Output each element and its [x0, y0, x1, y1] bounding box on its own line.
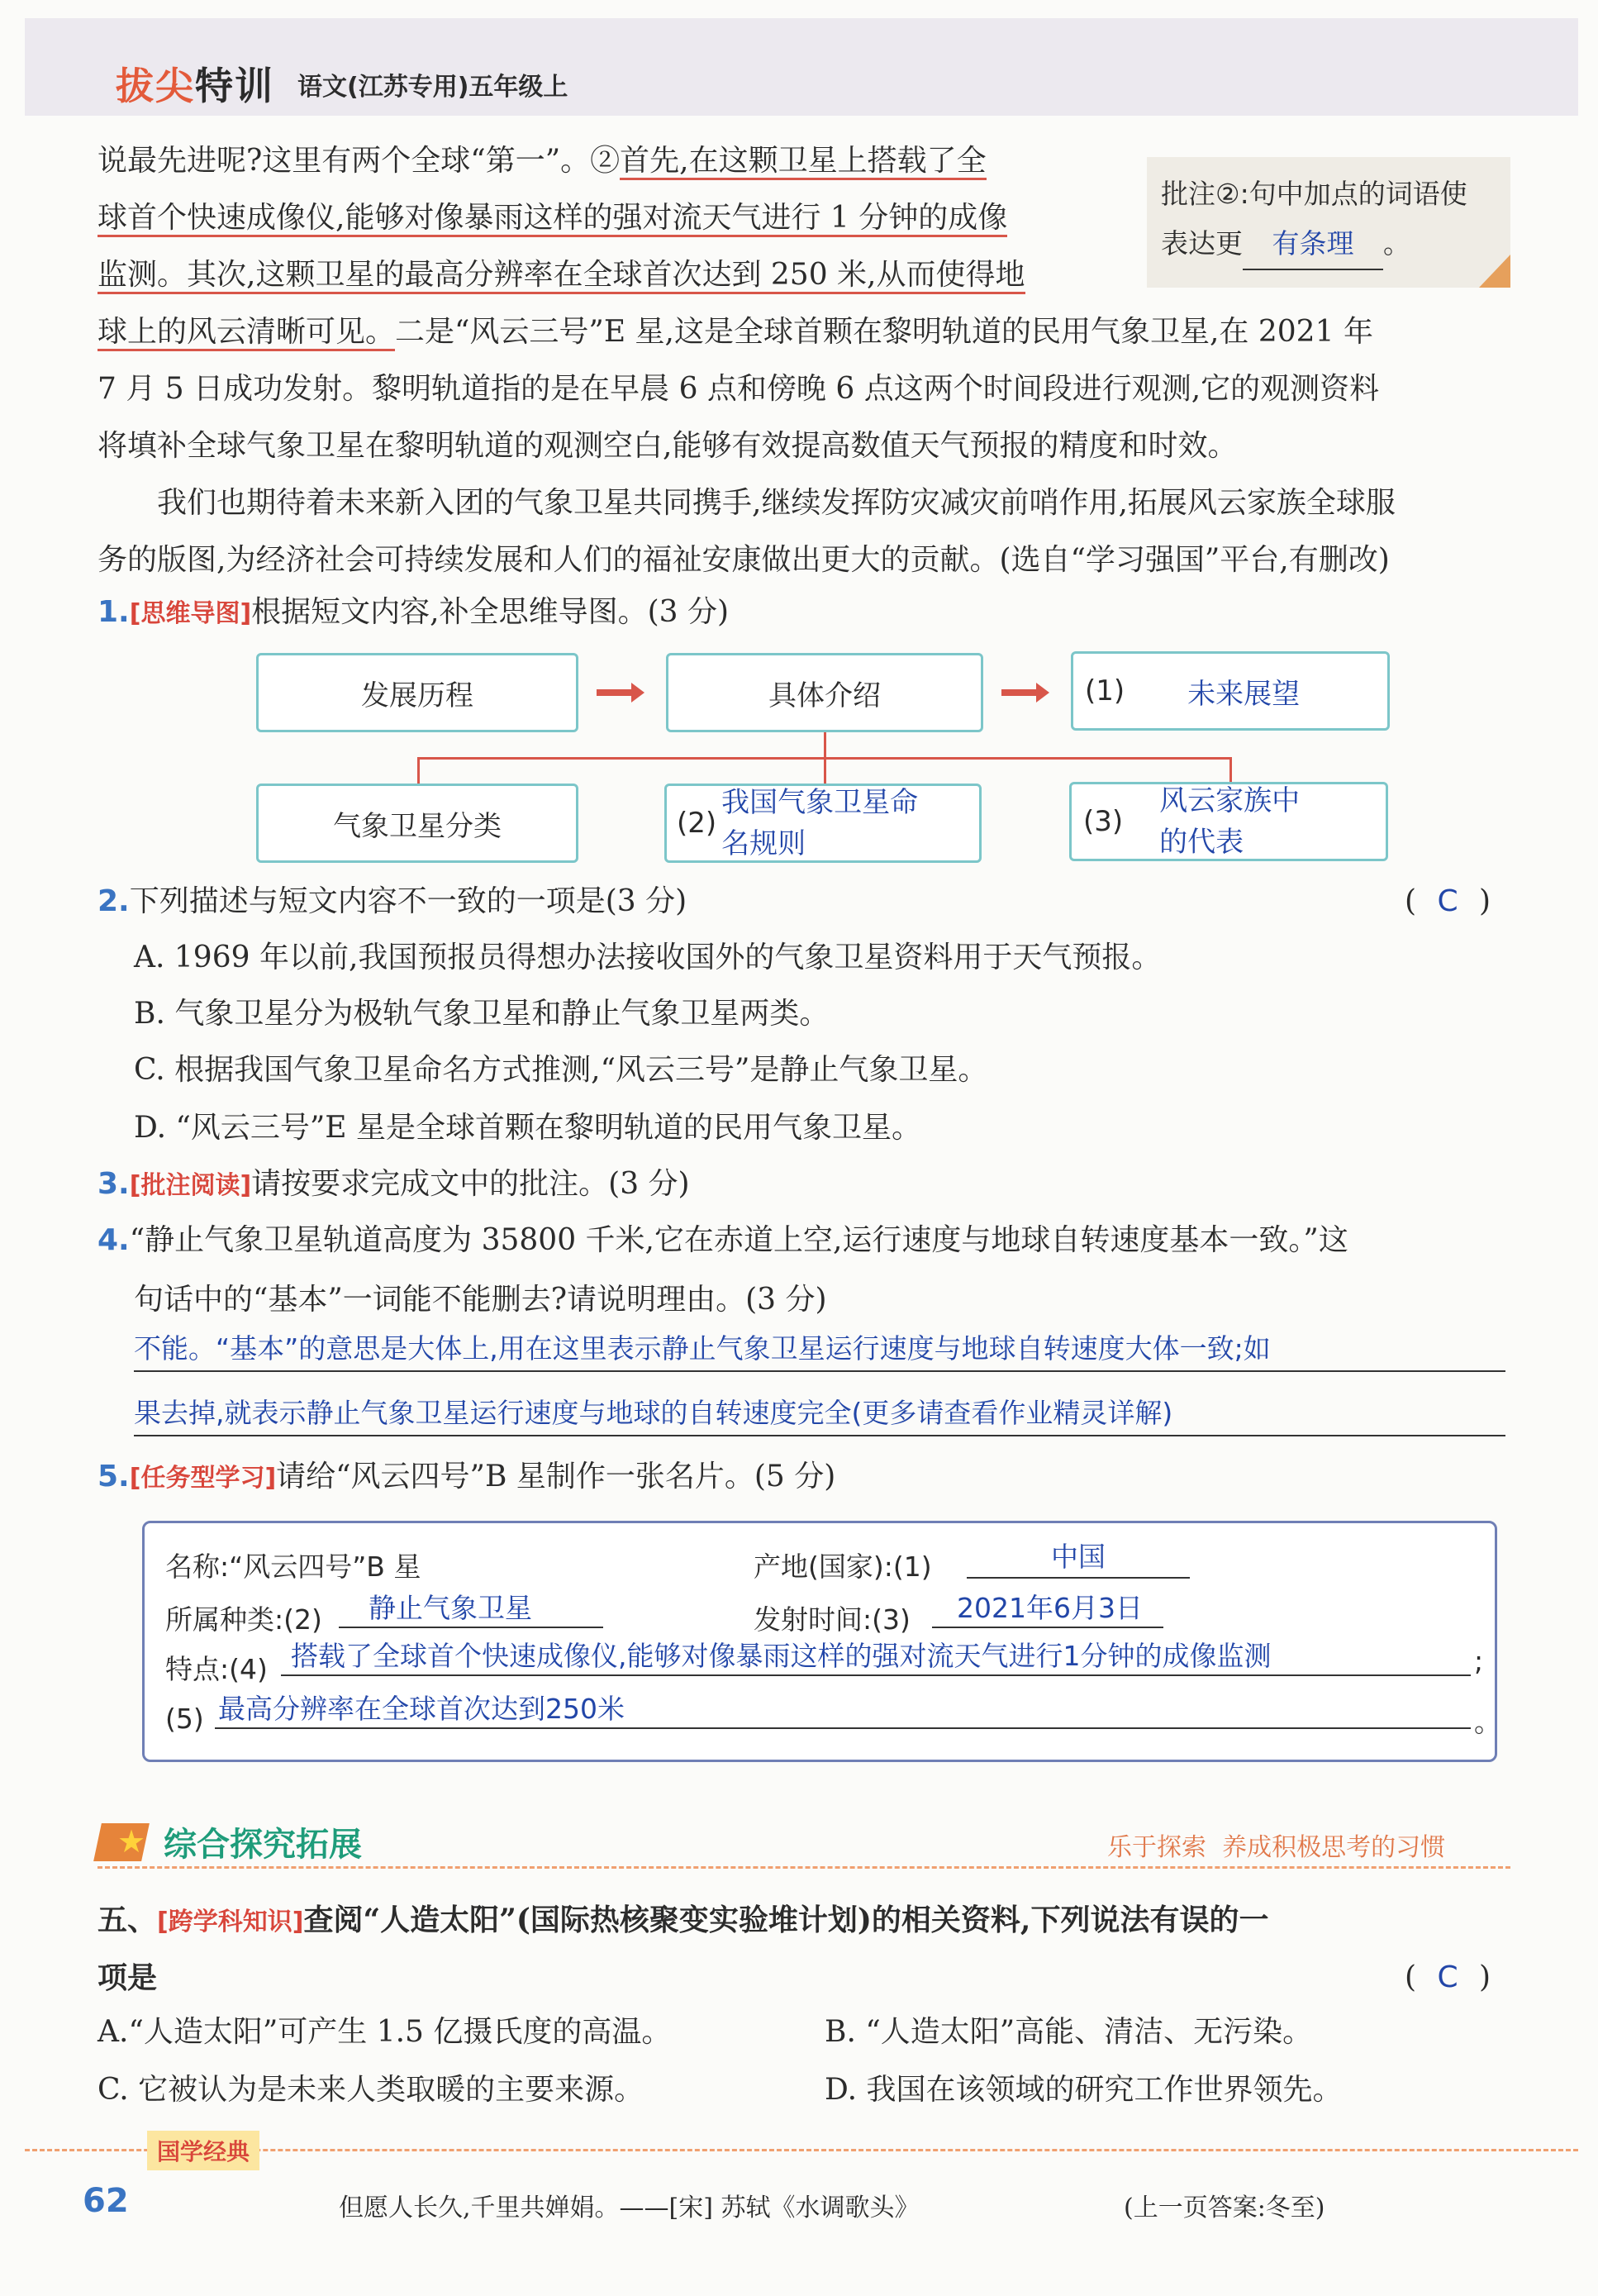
blank-answer[interactable]: 未来展望: [1187, 677, 1301, 711]
arrow-head-icon: [1036, 683, 1049, 703]
question-tag: [跨学科知识]: [157, 1908, 304, 1936]
star-icon: ★: [117, 1823, 146, 1860]
blank-answer: 搭载了全球首个快速成像仪,能够对像暴雨这样的强对流天气进行1分钟的成像监测: [291, 1640, 1272, 1672]
card-feature-label: 特点:(4): [165, 1653, 268, 1685]
underlined-sentence: 球首个快速成像仪,能够对像暴雨这样的强对流天气进行 1 分钟的成像: [97, 201, 1007, 237]
box-label: 气象卫星分类: [333, 809, 502, 843]
option-a: A.“人造太阳”可产生 1.5 亿摄氏度的高温。: [97, 2015, 672, 2049]
section-divider: [97, 1866, 1510, 1869]
option-a: A. 1969 年以前,我国预报员得想办法接收国外的气象卫星资料用于天气预报。: [134, 941, 1162, 974]
blank-number: (2): [677, 807, 717, 840]
question-tag: [思维导图]: [129, 599, 252, 628]
card-origin-label: 产地(国家):(1): [754, 1551, 932, 1583]
answer-paren: [1405, 1957, 1491, 1998]
footer-prev-answer: (上一页答案:冬至): [1124, 2194, 1325, 2222]
type-blank[interactable]: [339, 1587, 603, 1628]
underlined-sentence: 其次,这颗卫星的最高分辨率在全球首次达到 250 米,从而使得地: [187, 258, 1025, 294]
question-number: 5.: [97, 1460, 130, 1493]
note-line: 批注②:句中加点的词语使: [1161, 178, 1467, 210]
question-tag: [批注阅读]: [129, 1171, 252, 1200]
option-c: C. 根据我国气象卫星命名方式推测,“风云三号”是静止气象卫星。: [134, 1053, 988, 1087]
question-number: 3.: [97, 1167, 130, 1201]
feature5-blank[interactable]: [215, 1688, 1471, 1729]
question-tag: [任务型学习]: [129, 1464, 277, 1493]
connector-line: [417, 757, 420, 784]
question-number: 五、: [97, 1903, 158, 1937]
question-2: [97, 881, 687, 922]
question-text: 项是: [97, 1960, 158, 1995]
paren: ): [1479, 884, 1491, 918]
paren: (: [1405, 1960, 1417, 1994]
mindmap-box-intro: [666, 653, 983, 732]
punct: 。: [1474, 1706, 1501, 1738]
section-title: 综合探究拓展: [164, 1826, 362, 1864]
question-5: [97, 1456, 835, 1499]
paren: (: [1405, 884, 1417, 918]
arrow-right-icon: [1001, 689, 1038, 696]
blank-answer: 最高分辨率在全球首次达到250米: [218, 1693, 625, 1725]
passage-line: 将填补全球气象卫星在黎明轨道的观测空白,能够有效提高数值天气预报的精度和时效。: [97, 429, 1238, 463]
underlined-sentence: 监测。: [97, 258, 187, 294]
option-b: B. “人造太阳”高能、清洁、无污染。: [825, 2015, 1313, 2049]
note-answer[interactable]: 有条理: [1243, 219, 1383, 270]
footer-label: 国学经典: [147, 2131, 259, 2170]
blank-answer: 2021年6月3日: [957, 1592, 1143, 1624]
connector-line: [824, 757, 826, 784]
question-number: 2.: [97, 884, 130, 918]
passage-line: 务的版图,为经济社会可持续发展和人们的福祉安康做出更大的贡献。(选自“学习强国”平台,有删改): [97, 543, 1390, 577]
passage-line: 说最先进呢?这里有两个全球“第一”。②: [97, 144, 621, 178]
card-date-label: 发射时间:(3): [754, 1603, 911, 1636]
brand-logo: 拔尖特训: [116, 64, 274, 108]
choice-answer[interactable]: C: [1437, 1960, 1458, 1994]
answer-text: 果去掉,就表示静止气象卫星运行速度与地球的自转速度完全(更多请查看作业精灵详解): [134, 1397, 1173, 1429]
paren: ): [1479, 1960, 1491, 1994]
footer-quote: 但愿人长久,千里共婵娟。——[宋] 苏轼《水调歌头》: [339, 2194, 920, 2222]
card-feature5-label: (5): [165, 1703, 204, 1735]
mindmap-box-3[interactable]: [1069, 782, 1388, 861]
question-number: 1.: [97, 595, 130, 629]
blank-number: (3): [1083, 805, 1124, 838]
note-end: 。: [1383, 227, 1410, 260]
question-4: [97, 1220, 1348, 1261]
question-text: 下列描述与短文内容不一致的一项是(3 分): [129, 884, 687, 918]
question-text: 句话中的“基本”一词能不能删去?请说明理由。(3 分): [134, 1283, 827, 1317]
feature-blank[interactable]: [281, 1635, 1471, 1676]
section-motto: 乐于探索 养成积极思考的习惯: [1107, 1833, 1446, 1862]
blank-answer: 静止气象卫星: [369, 1592, 532, 1624]
passage-line: 二是“风云三号”E 星,这是全球首颗在黎明轨道的民用气象卫星,在 2021 年: [395, 315, 1373, 349]
choice-answer[interactable]: C: [1437, 884, 1458, 918]
answer-paren: [1405, 881, 1491, 922]
option-b: B. 气象卫星分为极轨气象卫星和静止气象卫星两类。: [134, 997, 830, 1031]
question-3: [97, 1164, 690, 1207]
answer-line-2[interactable]: [134, 1392, 1505, 1436]
answer-line-1[interactable]: [134, 1327, 1505, 1372]
arrow-right-icon: [597, 689, 633, 696]
blank-answer: 中国: [1051, 1541, 1106, 1573]
origin-blank[interactable]: [967, 1536, 1190, 1579]
mindmap-box-2[interactable]: [664, 784, 982, 863]
subject-title: 语文(江苏专用)五年级上: [297, 73, 568, 102]
punct: ;: [1474, 1645, 1484, 1677]
passage-line: 我们也期待着未来新入团的气象卫星共同携手,继续发挥防灾减灾前哨作用,拓展风云家族全球服: [157, 486, 1396, 520]
option-d: D. 我国在该领域的研究工作世界领先。: [825, 2073, 1343, 2107]
question-text: 请给“风云四号”B 星制作一张名片。(5 分): [276, 1460, 836, 1493]
question-text: 查阅“人造太阳”(国际热核聚变实验堆计划)的相关资料,下列说法有误的一: [303, 1903, 1269, 1937]
option-c: C. 它被认为是未来人类取暖的主要来源。: [97, 2073, 644, 2107]
underlined-sentence: 球上的风云清晰可见。: [97, 315, 395, 351]
underlined-sentence: 首先,在这颗卫星上搭载了全: [620, 144, 986, 180]
question-text: “静止气象卫星轨道高度为 35800 千米,它在赤道上空,运行速度与地球自转速度基本一致。”这: [129, 1223, 1348, 1257]
question-text: 根据短文内容,补全思维导图。(3 分): [251, 595, 730, 629]
option-d: D. “风云三号”E 星是全球首颗在黎明轨道的民用气象卫星。: [134, 1111, 921, 1145]
card-name: 名称:“风云四号”B 星: [165, 1551, 421, 1583]
blank-number: (1): [1085, 674, 1125, 707]
mindmap-box-classify: [256, 784, 578, 863]
mindmap-box-history: [256, 653, 578, 732]
mindmap-box-1[interactable]: [1071, 651, 1390, 731]
question-number: 4.: [97, 1223, 130, 1257]
question-1: [97, 592, 729, 635]
box-label: 具体介绍: [768, 679, 881, 712]
card-type-label: 所属种类:(2): [165, 1603, 322, 1636]
blank-answer[interactable]: 我国气象卫星命名规则: [721, 786, 919, 860]
date-blank[interactable]: [932, 1587, 1163, 1628]
question-text: 请按要求完成文中的批注。(3 分): [251, 1167, 690, 1201]
arrow-head-icon: [631, 683, 644, 703]
passage-line: 7 月 5 日成功发射。黎明轨道指的是在早晨 6 点和傍晚 6 点这两个时间段进行观测,它的观测资料: [97, 372, 1380, 406]
question-6: [97, 1899, 1268, 1943]
note-line: 表达更: [1161, 227, 1243, 260]
connector-line: [824, 732, 826, 757]
page-number: 62: [83, 2182, 129, 2220]
annotation-text: [1161, 169, 1508, 270]
answer-text: 不能。“基本”的意思是大体上,用在这里表示静止气象卫星运行速度与地球自转速度大体一致;如: [134, 1332, 1271, 1365]
blank-answer[interactable]: 风云家族中的代表: [1159, 784, 1301, 859]
box-label: 发展历程: [361, 679, 473, 712]
